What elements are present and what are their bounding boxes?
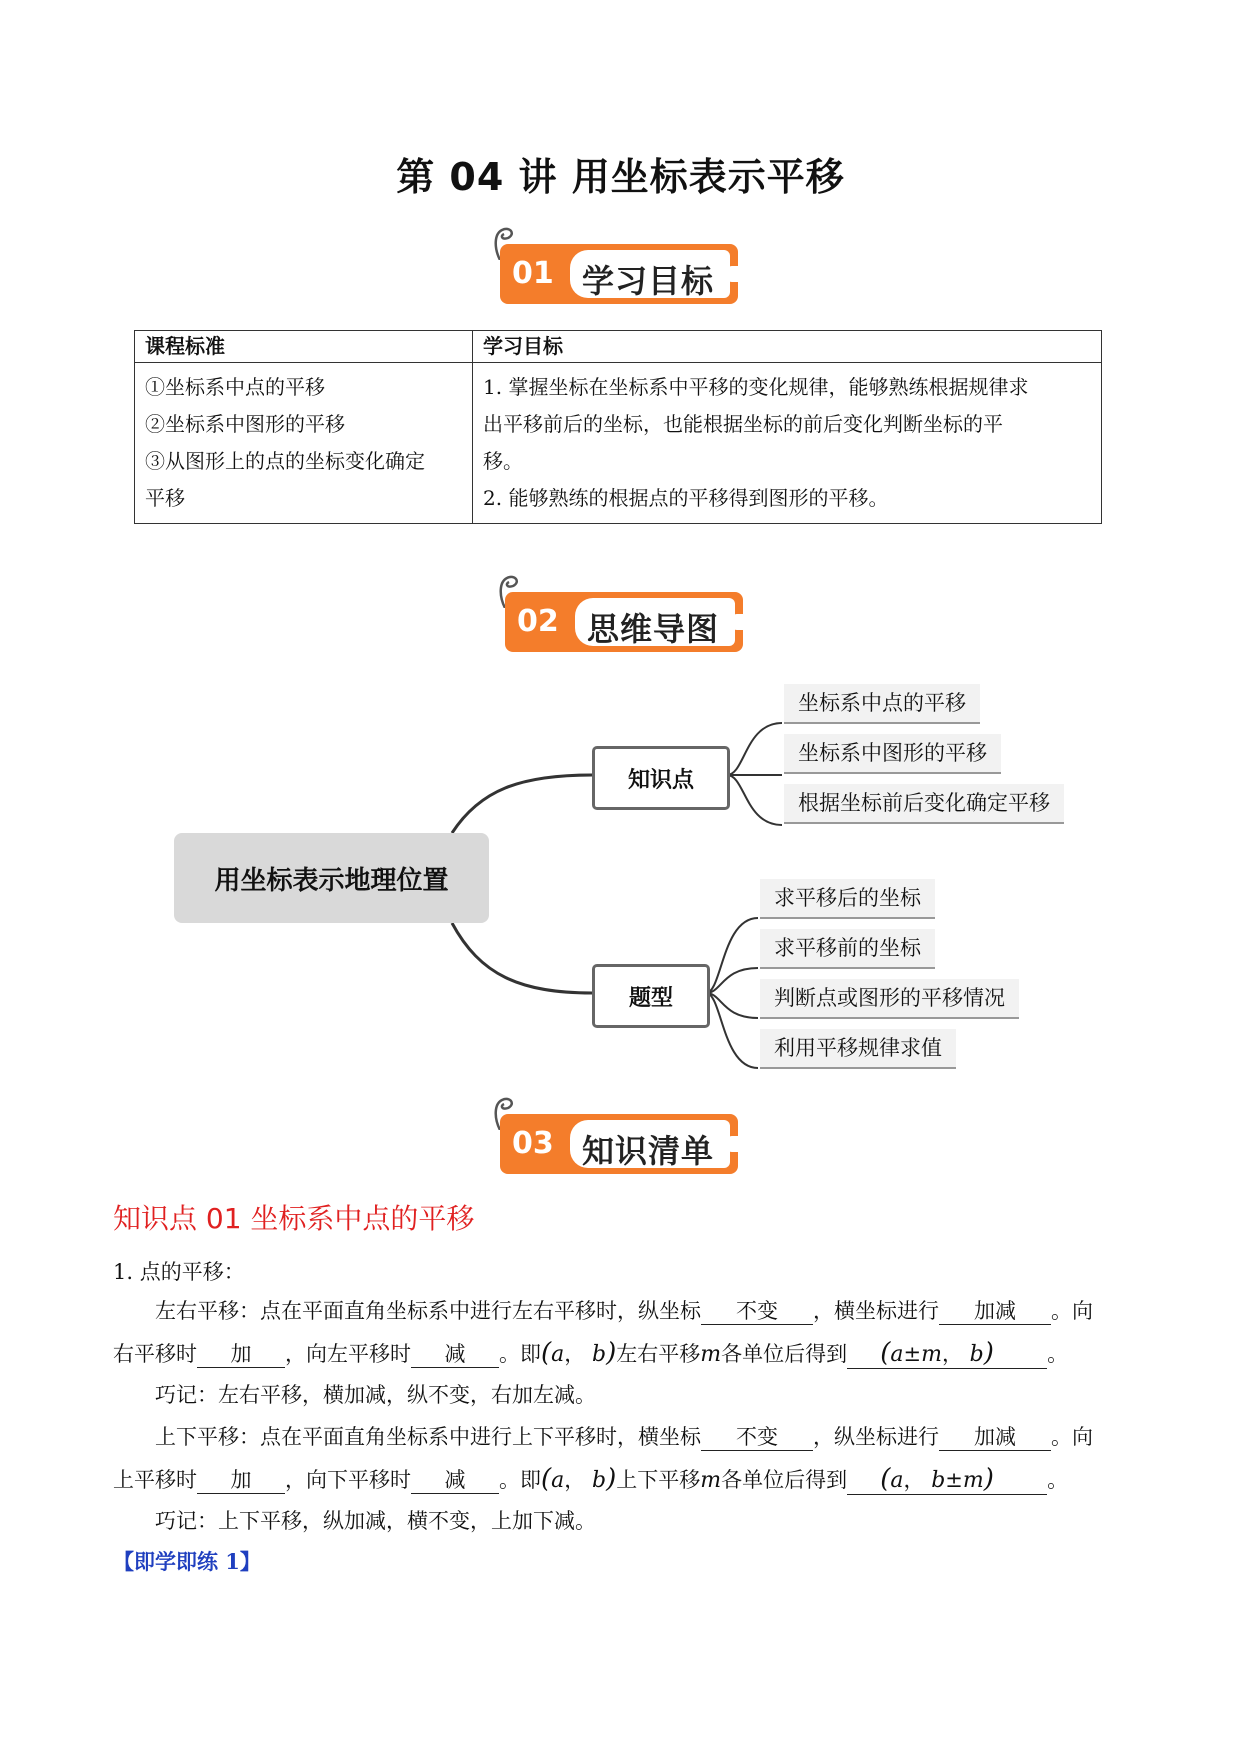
mindmap-leaf: 根据坐标前后变化确定平移 bbox=[784, 784, 1064, 824]
practice-heading: 【即学即练 1】 bbox=[113, 1549, 261, 1574]
standard-item: ③从图形上的点的坐标变化确定 bbox=[145, 449, 425, 473]
math-expression: ( bbox=[541, 1464, 552, 1494]
section-number: 01 bbox=[512, 256, 554, 291]
standard-item: ①坐标系中点的平移 bbox=[145, 375, 325, 399]
knowledge-point-title: 知识点 01 坐标系中点的平移 bbox=[113, 1202, 475, 1235]
standard-item: 平移 bbox=[145, 486, 185, 510]
answer-blank: 加减 bbox=[939, 1424, 1051, 1451]
mindmap-branch-question-types: 题型 bbox=[592, 964, 710, 1028]
answer-blank-expression: (a， b±m) bbox=[847, 1466, 1047, 1495]
objective-line: 出平移前后的坐标，也能根据坐标的前后变化判断坐标的平 bbox=[483, 412, 1003, 436]
section-label: 思维导图 bbox=[587, 610, 720, 648]
ud-tip: 巧记：上下平移，纵加减，横不变，上加下减。 bbox=[155, 1509, 596, 1533]
ud-paragraph-line1: 上下平移：点在平面直角坐标系中进行上下平移时，横坐标 不变 ，纵坐标进行 加减 。向 bbox=[155, 1425, 1093, 1449]
mindmap-leaf: 判断点或图形的平移情况 bbox=[760, 979, 1019, 1019]
standard-item: ②坐标系中图形的平移 bbox=[145, 412, 345, 436]
answer-blank: 不变 bbox=[701, 1424, 813, 1451]
section-badge-03 bbox=[500, 1114, 738, 1174]
mindmap-leaf: 利用平移规律求值 bbox=[760, 1029, 956, 1069]
answer-blank: 减 bbox=[411, 1341, 499, 1368]
section-number: 02 bbox=[517, 604, 559, 639]
section-label: 学习目标 bbox=[582, 262, 715, 300]
answer-blank: 加 bbox=[197, 1467, 285, 1494]
mindmap-branch-knowledge: 知识点 bbox=[592, 746, 730, 810]
mindmap-leaf: 求平移后的坐标 bbox=[760, 879, 935, 919]
math-expression: ( bbox=[541, 1338, 552, 1368]
table-header: 学习目标 bbox=[473, 331, 1102, 363]
page-title: 第 04 讲 用坐标表示平移 bbox=[396, 155, 845, 199]
answer-blank: 不变 bbox=[701, 1298, 813, 1325]
lr-paragraph-line1: 左右平移：点在平面直角坐标系中进行左右平移时，纵坐标 不变 ，横坐标进行 加减 。向 bbox=[155, 1299, 1093, 1323]
answer-blank: 加减 bbox=[939, 1298, 1051, 1325]
lr-paragraph-line2: 右平移时 加 ，向左平移时 减 。即(a， b)左右平移m各单位后得到 (a±m， b) 。 bbox=[113, 1338, 1069, 1368]
ud-paragraph-line2: 上平移时 加 ，向下平移时 减 。即(a， b)上下平移m各单位后得到 (a， b±m) 。 bbox=[113, 1464, 1069, 1494]
answer-blank: 减 bbox=[411, 1467, 499, 1494]
objective-line: 移。 bbox=[483, 449, 523, 473]
table-header: 课程标准 bbox=[135, 331, 473, 363]
mindmap-leaf: 求平移前的坐标 bbox=[760, 929, 935, 969]
knowledge-heading: 1. 点的平移： bbox=[113, 1260, 245, 1284]
section-label: 知识清单 bbox=[582, 1132, 715, 1170]
answer-blank-expression: (a±m， b) bbox=[847, 1340, 1047, 1369]
objective-line: 1. 掌握坐标在坐标系中平移的变化规律，能够熟练根据规律求 bbox=[483, 375, 1029, 399]
mindmap-leaf: 坐标系中图形的平移 bbox=[784, 734, 1001, 774]
answer-blank: 加 bbox=[197, 1341, 285, 1368]
lr-tip: 巧记：左右平移，横加减，纵不变，右加左减。 bbox=[155, 1383, 596, 1407]
section-number: 03 bbox=[512, 1126, 554, 1161]
mindmap-leaf: 坐标系中点的平移 bbox=[784, 684, 980, 724]
mindmap-root: 用坐标表示地理位置 bbox=[174, 833, 489, 923]
objective-line: 2. 能够熟练的根据点的平移得到图形的平移。 bbox=[483, 486, 889, 510]
